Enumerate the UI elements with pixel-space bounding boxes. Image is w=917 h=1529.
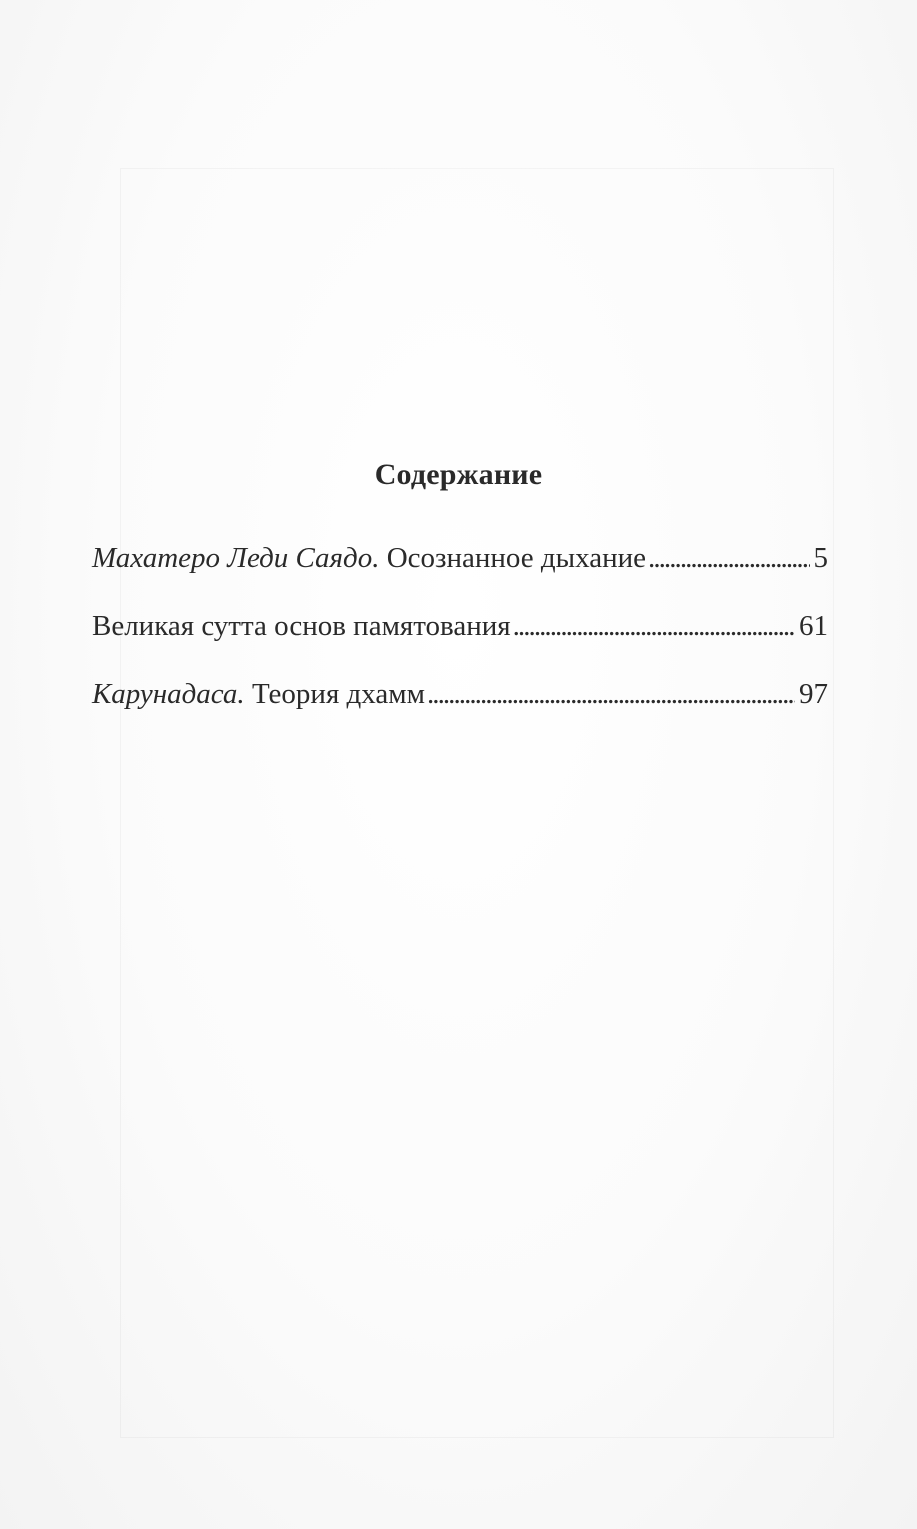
toc-entry-author: Махатеро Леди Саядо. <box>92 542 380 574</box>
table-of-contents <box>92 534 828 738</box>
toc-leader-dots <box>648 534 809 582</box>
toc-entry-title: Теория дхамм <box>251 678 425 710</box>
toc-entry <box>92 534 828 602</box>
toc-entry-title: Великая сутта основ памятования <box>92 610 511 642</box>
toc-entry <box>92 670 828 738</box>
toc-entry <box>92 602 828 670</box>
toc-entry-page: 97 <box>799 678 828 710</box>
page-frame <box>120 168 834 1438</box>
toc-entry-page: 5 <box>813 542 828 574</box>
toc-entry-author: Карунадаса. <box>92 678 245 710</box>
toc-leader-dots <box>513 602 795 650</box>
toc-entry-page: 61 <box>799 610 828 642</box>
toc-leader-dots <box>427 670 795 718</box>
toc-heading: Содержание <box>374 458 543 491</box>
toc-entry-title: Осознанное дыхание <box>386 542 647 574</box>
